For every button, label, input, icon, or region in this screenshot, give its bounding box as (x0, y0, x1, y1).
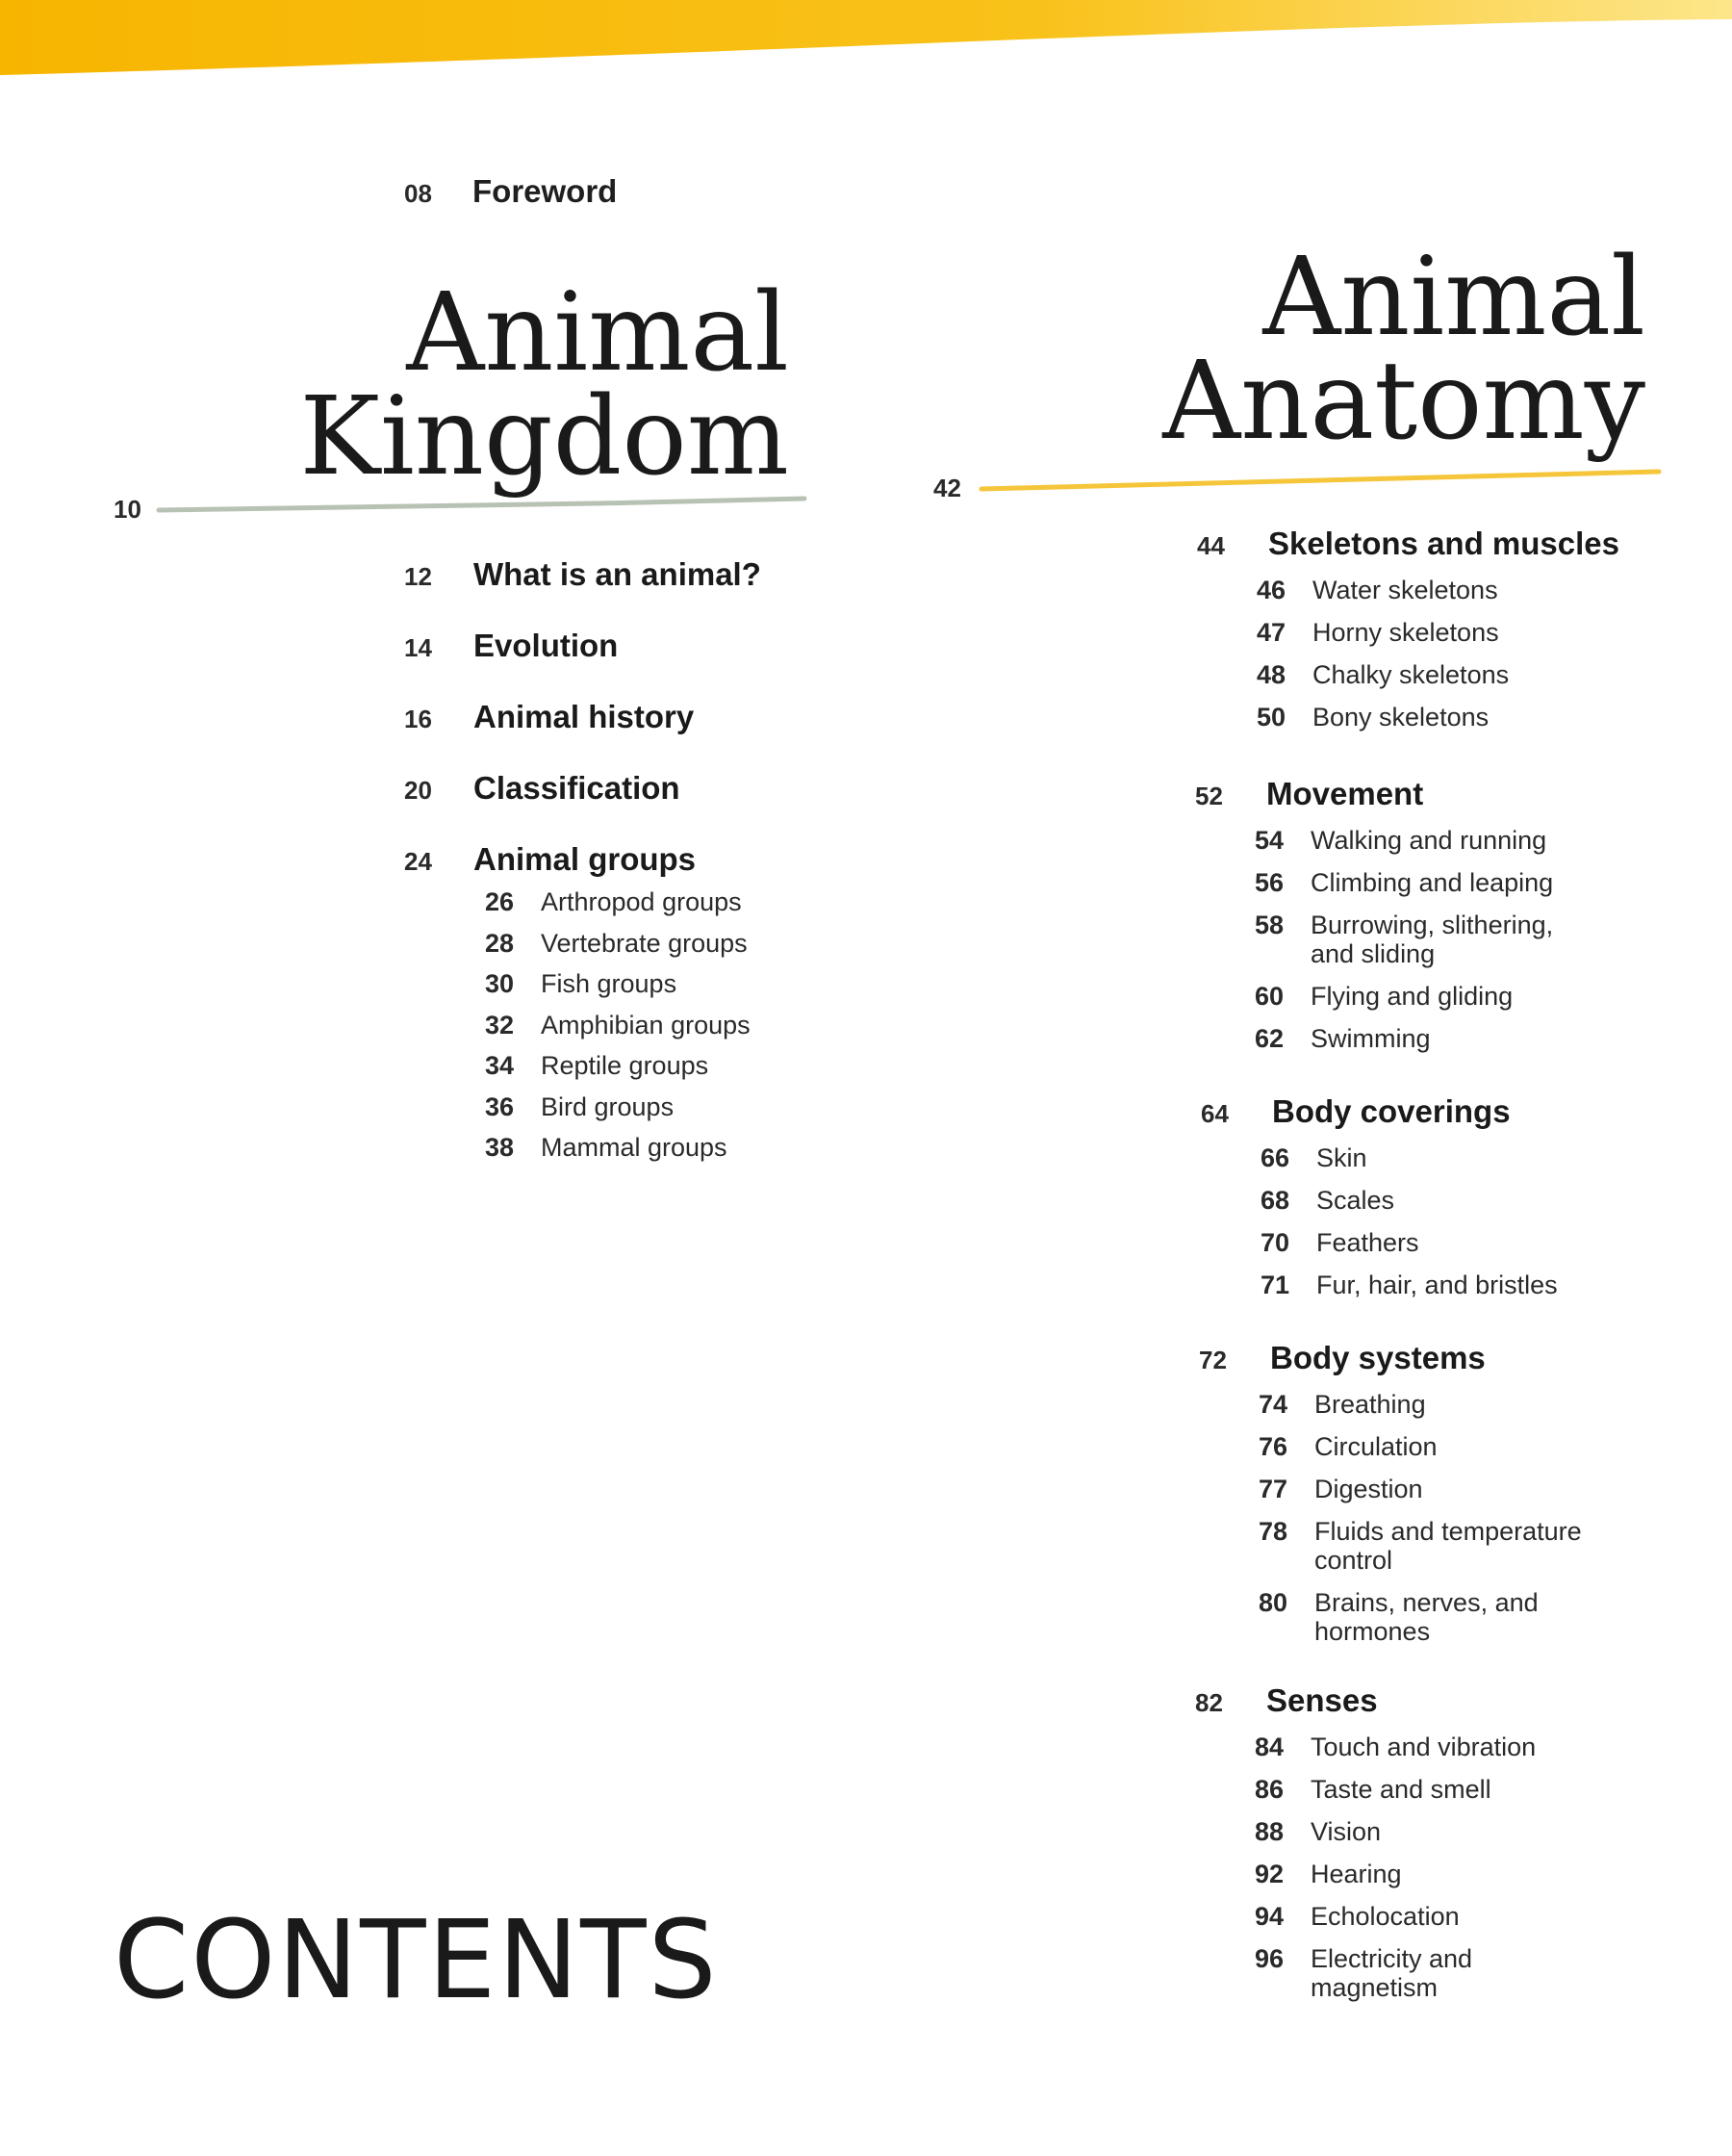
toc-subentry-page: 70 (1261, 1228, 1290, 1257)
toc-subentry[interactable] (1261, 1186, 1605, 1215)
foreword-link[interactable]: Foreword (472, 173, 618, 209)
toc-subentry-label: Digestion (1314, 1475, 1423, 1503)
toc-entry[interactable] (404, 556, 761, 593)
toc-entry-page: 16 (404, 705, 432, 733)
toc-subentry-label: Water skeletons (1312, 576, 1498, 604)
toc-entry-page: 64 (1201, 1099, 1229, 1128)
toc-entry[interactable] (404, 628, 618, 664)
toc-subentry[interactable] (1255, 1860, 1599, 1888)
toc-entry-label: Evolution (473, 628, 619, 663)
toc-subentry-label: Brains, nerves, and hormones (1314, 1588, 1539, 1646)
toc-entry[interactable] (404, 770, 680, 807)
toc-subentry[interactable] (1259, 1475, 1603, 1503)
toc-group-body-coverings (1201, 1093, 1605, 1313)
toc-entry-page: 14 (404, 633, 432, 662)
toc-subentry-page: 80 (1259, 1588, 1288, 1617)
toc-entry-label: Skeletons and muscles (1268, 526, 1619, 561)
toc-entry[interactable] (1197, 526, 1619, 576)
toc-subentry[interactable] (1261, 1143, 1605, 1172)
toc-subentry[interactable] (1255, 1732, 1599, 1761)
toc-subentry-page: 30 (485, 969, 515, 998)
toc-sublist (1195, 1732, 1599, 2002)
animal-anatomy-title (1135, 235, 1645, 464)
toc-subentry[interactable] (1259, 1432, 1603, 1461)
toc-subentry-label: Bird groups (541, 1091, 675, 1121)
toc-subentry-page: 96 (1255, 1944, 1285, 1973)
toc-entry[interactable] (1199, 1340, 1603, 1390)
toc-subentry[interactable] (1257, 576, 1619, 604)
toc-subentry-page: 68 (1261, 1186, 1290, 1215)
toc-subentry-page: 88 (1255, 1817, 1285, 1846)
toc-subentry-page: 56 (1255, 868, 1285, 897)
toc-subentry-page: 62 (1255, 1024, 1285, 1053)
toc-subentry-label: Fluids and temperature control (1314, 1517, 1582, 1575)
animal-groups-sublist (425, 887, 829, 1174)
toc-subentry-page: 34 (485, 1051, 515, 1080)
toc-entry-label: Body coverings (1272, 1093, 1511, 1129)
toc-subentry-label: Circulation (1314, 1432, 1438, 1461)
toc-subentry[interactable] (485, 887, 829, 929)
toc-subentry-page: 46 (1257, 576, 1286, 604)
toc-subentry-page: 66 (1261, 1143, 1290, 1172)
toc-sublist (1199, 1390, 1603, 1646)
toc-entry-label: Movement (1266, 776, 1424, 811)
toc-subentry-label: Walking and running (1311, 826, 1547, 855)
toc-group-skeletons (1197, 526, 1619, 745)
toc-subentry[interactable] (485, 1092, 829, 1134)
toc-subentry-label: Fish groups (541, 969, 677, 998)
toc-subentry-label: Amphibian groups (541, 1010, 751, 1040)
toc-subentry-page: 92 (1255, 1860, 1285, 1888)
toc-subentry-label: Reptile groups (541, 1051, 709, 1080)
toc-subentry[interactable] (1259, 1588, 1603, 1646)
toc-subentry[interactable] (1255, 868, 1599, 897)
toc-subentry-label: Climbing and leaping (1311, 868, 1554, 897)
toc-subentry[interactable] (1261, 1228, 1605, 1257)
toc-entry-label: What is an animal? (473, 556, 761, 592)
toc-subentry[interactable] (485, 1133, 829, 1174)
toc-subentry-label: Skin (1316, 1143, 1367, 1172)
toc-subentry-page: 60 (1255, 982, 1285, 1011)
toc-subentry-page: 76 (1259, 1432, 1288, 1461)
toc-subentry-label: Electricity and magnetism (1311, 1944, 1473, 2002)
toc-sublist (1197, 576, 1619, 732)
toc-entry-page: 82 (1195, 1688, 1223, 1717)
toc-subentry-label: Horny skeletons (1312, 618, 1499, 647)
animal-anatomy-title-line1: Animal (1262, 235, 1645, 360)
animal-kingdom-title-line1: Animal (406, 270, 789, 396)
toc-subentry-label: Arthropod groups (541, 887, 742, 916)
toc-entry-label: Body systems (1270, 1340, 1486, 1375)
toc-subentry[interactable] (1257, 660, 1619, 689)
toc-subentry-label: Mammal groups (541, 1133, 727, 1162)
toc-subentry-page: 36 (485, 1091, 515, 1121)
toc-subentry-page: 74 (1259, 1390, 1288, 1419)
toc-subentry-page: 48 (1257, 660, 1286, 689)
toc-subentry[interactable] (1255, 1902, 1599, 1931)
toc-subentry-label: Flying and gliding (1311, 982, 1514, 1011)
toc-subentry-label: Feathers (1316, 1228, 1419, 1257)
toc-subentry[interactable] (1255, 1024, 1599, 1053)
toc-subentry[interactable] (485, 969, 829, 1011)
animal-kingdom-page-number: 10 (114, 495, 141, 524)
toc-sublist (1201, 1143, 1605, 1299)
toc-subentry[interactable] (485, 1011, 829, 1052)
toc-sublist (1195, 826, 1599, 1053)
toc-subentry[interactable] (485, 929, 829, 970)
toc-subentry[interactable] (485, 1051, 829, 1092)
toc-subentry-page: 71 (1261, 1270, 1290, 1299)
toc-entry[interactable] (1195, 776, 1599, 826)
toc-subentry[interactable] (1259, 1517, 1603, 1575)
animal-kingdom-title-line2: Kingdom (299, 374, 789, 500)
toc-entry-label: Senses (1266, 1682, 1378, 1718)
toc-subentry-page: 38 (485, 1133, 515, 1162)
toc-entry-page: 12 (404, 562, 432, 591)
toc-entry-page: 72 (1199, 1346, 1227, 1374)
toc-subentry[interactable] (1257, 618, 1619, 647)
toc-subentry-label: Scales (1316, 1186, 1395, 1215)
toc-subentry-label: Hearing (1311, 1860, 1402, 1888)
toc-subentry-label: Vision (1311, 1817, 1382, 1846)
toc-entry-page: 44 (1197, 531, 1225, 560)
toc-subentry-page: 28 (485, 928, 515, 958)
toc-subentry-label: Taste and smell (1311, 1775, 1491, 1804)
toc-entry-label: Animal groups (473, 841, 697, 877)
toc-subentry-page: 58 (1255, 911, 1285, 939)
toc-entry-page: 20 (404, 776, 432, 805)
toc-entry-label: Animal history (473, 699, 695, 734)
toc-group-senses (1195, 1682, 1599, 2015)
toc-subentry[interactable] (1255, 826, 1599, 855)
toc-subentry-label: Swimming (1311, 1024, 1431, 1053)
toc-entry-label: Classification (473, 770, 680, 806)
toc-subentry-label: Touch and vibration (1311, 1732, 1537, 1761)
toc-subentry-label: Bony skeletons (1312, 703, 1490, 732)
toc-subentry-label: Fur, hair, and bristles (1316, 1270, 1558, 1299)
top-color-band (0, 0, 1732, 87)
toc-entry[interactable] (1201, 1093, 1605, 1143)
toc-subentry-page: 26 (485, 887, 515, 916)
contents-heading: CONTENTS (114, 1898, 719, 2023)
toc-subentry[interactable] (1255, 1944, 1599, 2002)
toc-subentry-page: 84 (1255, 1732, 1285, 1761)
animal-anatomy-title-line2: Anatomy (1162, 339, 1645, 464)
toc-subentry-label: Vertebrate groups (541, 928, 748, 958)
toc-subentry-label: Echolocation (1311, 1902, 1460, 1931)
toc-subentry-page: 50 (1257, 703, 1286, 732)
animal-anatomy-page-number: 42 (933, 474, 961, 502)
toc-subentry-label: Chalky skeletons (1312, 660, 1510, 689)
animal-anatomy-rule (972, 460, 1665, 493)
toc-subentry[interactable] (1259, 1390, 1603, 1419)
toc-subentry-label: Burrowing, slithering, and sliding (1311, 911, 1554, 968)
toc-subentry[interactable] (1261, 1270, 1605, 1299)
toc-subentry[interactable] (1255, 982, 1599, 1011)
toc-subentry[interactable] (1255, 1775, 1599, 1804)
toc-subentry-label: Breathing (1314, 1390, 1426, 1419)
toc-entry[interactable] (1195, 1682, 1599, 1732)
toc-entry-page: 52 (1195, 782, 1223, 810)
toc-entry-page: 24 (404, 847, 432, 876)
toc-subentry[interactable] (1255, 911, 1599, 968)
toc-group-body-systems (1199, 1340, 1603, 1659)
toc-subentry-page: 86 (1255, 1775, 1285, 1804)
toc-entry[interactable] (404, 699, 694, 735)
animal-kingdom-title (269, 270, 789, 500)
toc-group-movement (1195, 776, 1599, 1066)
toc-subentry-page: 78 (1259, 1517, 1288, 1546)
toc-subentry-page: 47 (1257, 618, 1286, 647)
toc-subentry-page: 77 (1259, 1475, 1288, 1503)
toc-subentry[interactable] (1257, 703, 1619, 732)
toc-subentry-page: 94 (1255, 1902, 1285, 1931)
animal-kingdom-rule (154, 493, 808, 516)
toc-entry[interactable] (404, 841, 696, 878)
toc-subentry-page: 54 (1255, 826, 1285, 855)
toc-subentry[interactable] (1255, 1817, 1599, 1846)
foreword-page-number: 08 (404, 179, 432, 208)
toc-subentry-page: 32 (485, 1010, 515, 1040)
